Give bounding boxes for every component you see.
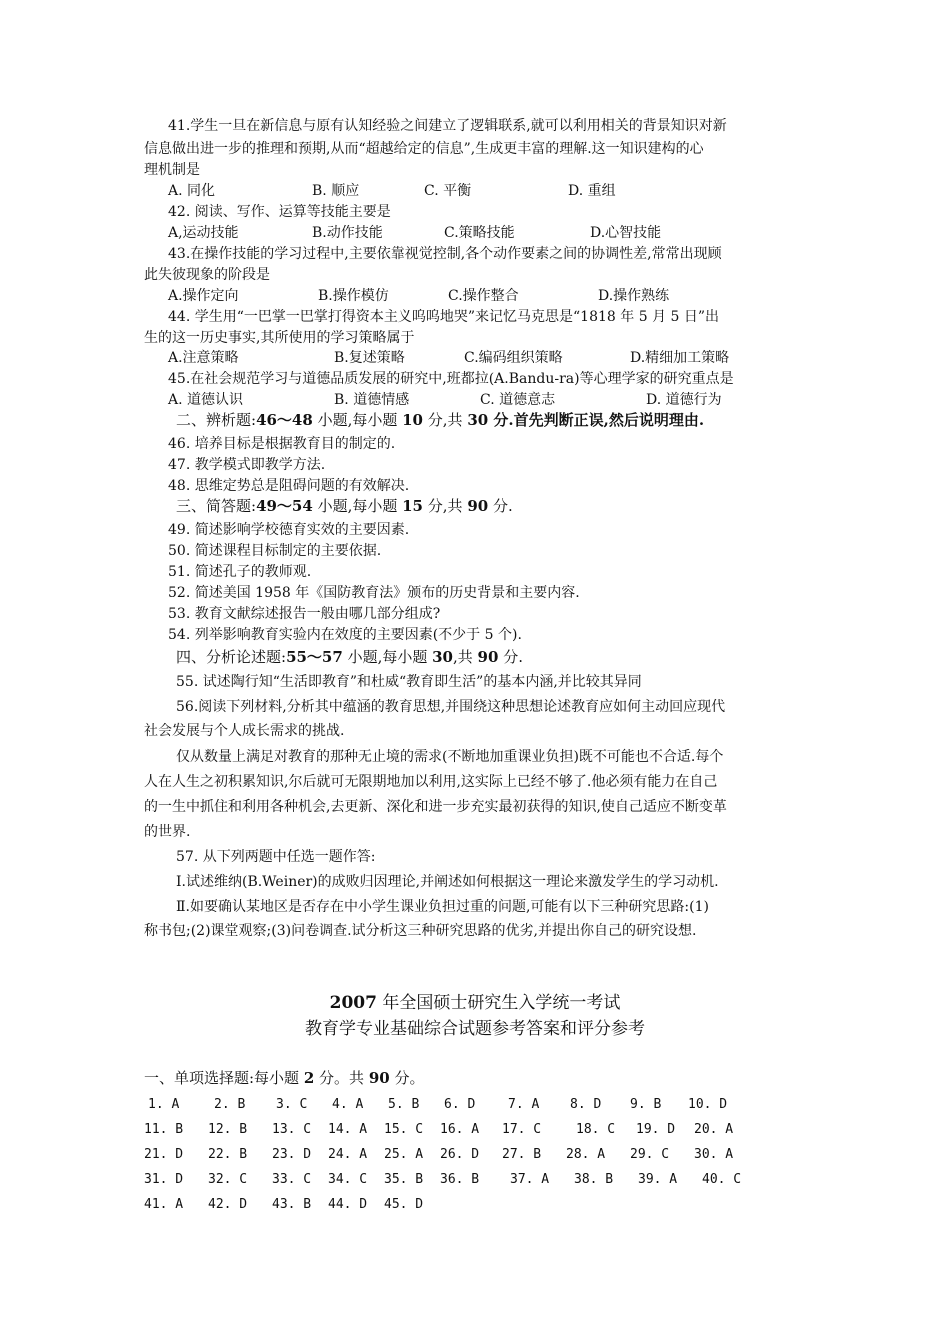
q41-line3: 理机制是 — [144, 162, 200, 178]
q46: 46. 培养目标是根据教育目的制定的. — [168, 436, 396, 452]
answer-item: 45. D — [384, 1197, 424, 1212]
q42-option-d: D.心智技能 — [590, 225, 662, 241]
answer-item: 3. C — [276, 1097, 308, 1112]
answer-item: 24. A — [328, 1147, 368, 1162]
q57-line1: 57. 从下列两题中任选一题作答: — [176, 849, 376, 865]
q51: 51. 简述孔子的教师观. — [168, 564, 312, 580]
answer-item: 4. A — [332, 1097, 364, 1112]
section-2-heading: 二、辨析题:46～48 小题,每小题 10 分,共 30 分.首先判断正误,然后说明理由. — [176, 411, 705, 429]
q44-option-d: D.精细加工策略 — [630, 350, 730, 366]
answer-item: 18. C — [576, 1122, 616, 1137]
q56-line1: 56.阅读下列材料,分析其中蕴涵的教育思想,并围绕这种思想论述教育应如何主动回应现代 — [176, 699, 726, 715]
answer-item: 26. D — [440, 1147, 480, 1162]
answer-item: 9. B — [630, 1097, 662, 1112]
q43-option-c: C.操作整合 — [448, 288, 519, 304]
q55: 55. 试述陶行知“生活即教育”和杜威“教育即生活”的基本内涵,并比较其异同 — [176, 674, 642, 690]
answer-item: 31. D — [144, 1172, 184, 1187]
answer-item: 19. D — [636, 1122, 676, 1137]
answer-item: 11. B — [144, 1122, 184, 1137]
q57-option-2-line1: Ⅱ.如要确认某地区是否存在中小学生课业负担过重的问题,可能有以下三种研究思路:(1) — [176, 899, 709, 915]
q45-option-d: D. 道德行为 — [646, 392, 722, 408]
q43-option-b: B.操作模仿 — [318, 288, 389, 304]
answer-item: 29. C — [630, 1147, 670, 1162]
answer-item: 38. B — [574, 1172, 614, 1187]
answer-item: 6. D — [444, 1097, 476, 1112]
q56-line2: 社会发展与个人成长需求的挑战. — [144, 723, 345, 739]
answer-item: 20. A — [694, 1122, 734, 1137]
answer-item: 25. A — [384, 1147, 424, 1162]
q47: 47. 教学模式即教学方法. — [168, 457, 326, 473]
q56-material-line3: 的一生中抓住和利用各种机会,去更新、深化和进一步充实最初获得的知识,使自己适应不断变革 — [144, 799, 727, 815]
q50: 50. 简述课程目标制定的主要依据. — [168, 543, 382, 559]
q42-option-a: A,运动技能 — [168, 225, 239, 241]
answer-item: 15. C — [384, 1122, 424, 1137]
answer-title-line1: 2007 年全国硕士研究生入学统一考试 — [329, 993, 621, 1013]
answer-item: 2. B — [214, 1097, 246, 1112]
answer-item: 30. A — [694, 1147, 734, 1162]
answer-item: 35. B — [384, 1172, 424, 1187]
q45-option-a: A. 道德认识 — [168, 392, 244, 408]
answer-item: 12. B — [208, 1122, 248, 1137]
q41-option-b: B. 顺应 — [312, 183, 360, 199]
answer-item: 1. A — [148, 1097, 180, 1112]
q41-option-a: A. 同化 — [168, 183, 216, 199]
answer-item: 42. D — [208, 1197, 248, 1212]
answer-item: 27. B — [502, 1147, 542, 1162]
answer-item: 21. D — [144, 1147, 184, 1162]
q56-material-line2: 人在人生之初积累知识,尔后就可无限期地加以利用,这实际上已经不够了.他必须有能力在自己 — [144, 774, 718, 790]
answer-item: 40. C — [702, 1172, 742, 1187]
answer-item: 23. D — [272, 1147, 312, 1162]
answer-item: 41. A — [144, 1197, 184, 1212]
q56-material-line4: 的世界. — [144, 824, 191, 840]
q45-option-b: B. 道德情感 — [334, 392, 410, 408]
q43-line1: 43.在操作技能的学习过程中,主要依靠视觉控制,各个动作要素之间的协调性差,常常出现顾 — [168, 246, 722, 262]
answer-item: 7. A — [508, 1097, 540, 1112]
q57-option-1: Ⅰ.试述维纳(B.Weiner)的成败归因理论,并阐述如何根据这一理论来激发学生的学习动机. — [176, 874, 719, 890]
q48: 48. 思维定势总是阻碍问题的有效解决. — [168, 478, 410, 494]
q44-line1: 44. 学生用“一巴掌一巴掌打得资本主义呜呜地哭”来记忆马克思是“1818 年 5 月 5 日”出 — [168, 309, 720, 325]
q54: 54. 列举影响教育实验内在效度的主要因素(不少于 5 个). — [168, 627, 522, 643]
answer-item: 33. C — [272, 1172, 312, 1187]
q45-line1: 45.在社会规范学习与道德品质发展的研究中,班都拉(A.Bandu-ra)等心理学家的研究重点是 — [168, 371, 734, 387]
q49: 49. 简述影响学校德育实效的主要因素. — [168, 522, 410, 538]
answer-item: 36. B — [440, 1172, 480, 1187]
answer-item: 37. A — [510, 1172, 550, 1187]
answer-item: 39. A — [638, 1172, 678, 1187]
answer-item: 32. C — [208, 1172, 248, 1187]
answer-item: 8. D — [570, 1097, 602, 1112]
answer-item: 16. A — [440, 1122, 480, 1137]
q44-option-a: A.注意策略 — [168, 350, 239, 366]
q42-option-b: B.动作技能 — [312, 225, 383, 241]
answer-item: 22. B — [208, 1147, 248, 1162]
answer-item: 5. B — [388, 1097, 420, 1112]
answer-title-line2: 教育学专业基础综合试题参考答案和评分参考 — [305, 1019, 645, 1039]
answer-item: 13. C — [272, 1122, 312, 1137]
q44-option-c: C.编码组织策略 — [464, 350, 563, 366]
q42-line1: 42. 阅读、写作、运算等技能主要是 — [168, 204, 391, 220]
section-3-heading: 三、简答题:49～54 小题,每小题 15 分,共 90 分. — [176, 497, 513, 515]
q41-line1: 41.学生一旦在新信息与原有认知经验之间建立了逻辑联系,就可以利用相关的背景知识对新 — [168, 118, 727, 134]
answer-section-1-heading: 一、单项选择题:每小题 2 分。共 90 分。 — [144, 1069, 425, 1087]
q43-line2: 此失彼现象的阶段是 — [144, 267, 270, 283]
q41-option-d: D. 重组 — [568, 183, 616, 199]
answer-item: 10. D — [688, 1097, 728, 1112]
q56-material-line1: 仅从数量上满足对教育的那种无止境的需求(不断地加重课业负担)既不可能也不合适.每个 — [176, 749, 724, 765]
q53: 53. 教育文献综述报告一般由哪几部分组成? — [168, 606, 441, 622]
q45-option-c: C. 道德意志 — [480, 392, 556, 408]
answer-item: 34. C — [328, 1172, 368, 1187]
answer-item: 14. A — [328, 1122, 368, 1137]
q52: 52. 简述美国 1958 年《国防教育法》颁布的历史背景和主要内容. — [168, 585, 580, 601]
q44-option-b: B.复述策略 — [334, 350, 405, 366]
answer-item: 17. C — [502, 1122, 542, 1137]
answer-item: 44. D — [328, 1197, 368, 1212]
q44-line2: 生的这一历史事实,其所使用的学习策略属于 — [144, 330, 415, 346]
answer-item: 28. A — [566, 1147, 606, 1162]
q41-option-c: C. 平衡 — [424, 183, 472, 199]
q41-line2: 信息做出进一步的推理和预期,从而“超越给定的信息”,生成更丰富的理解.这一知识建构的心 — [144, 141, 704, 157]
answer-item: 43. B — [272, 1197, 312, 1212]
q43-option-a: A.操作定向 — [168, 288, 239, 304]
q57-option-2-line2: 称书包;(2)课堂观察;(3)问卷调查.试分析这三种研究思路的优劣,并提出你自己的研究设想. — [144, 923, 697, 939]
q43-option-d: D.操作熟练 — [598, 288, 670, 304]
section-4-heading: 四、分析论述题:55～57 小题,每小题 30,共 90 分. — [176, 648, 523, 666]
q42-option-c: C.策略技能 — [444, 225, 515, 241]
